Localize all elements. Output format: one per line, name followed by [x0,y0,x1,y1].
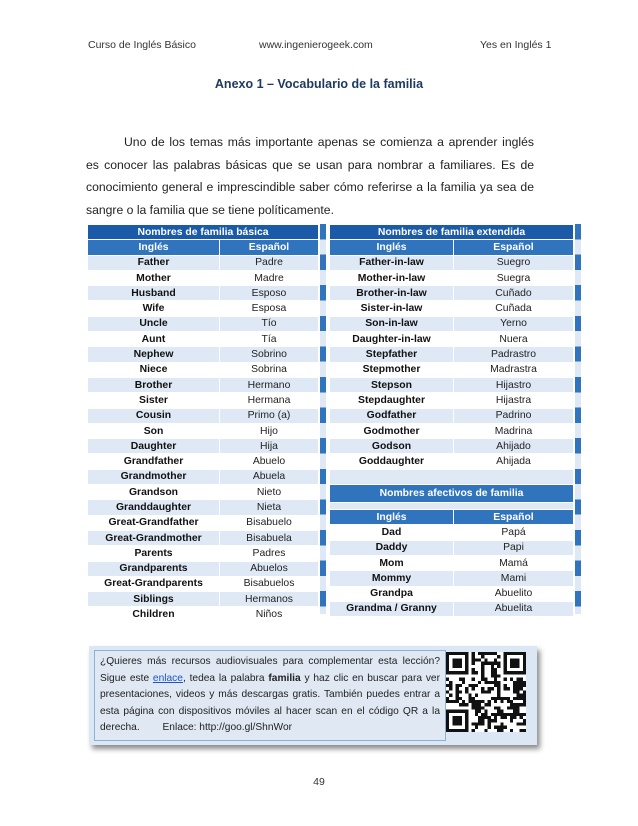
english-term: Great-Grandfather [88,515,220,530]
table-row [330,586,574,601]
extended-family-table [329,224,574,617]
spacer-cell [330,469,574,484]
basic-col-english: Inglés [88,240,220,255]
spanish-term: Hijo [220,423,319,438]
table-row [88,530,319,545]
table-divider-stripe [320,224,326,614]
english-term: Godson [330,439,454,454]
english-term: Daughter-in-law [330,332,454,347]
spanish-term: Papi [454,540,574,555]
english-term: Father [88,255,220,270]
english-term: Son-in-law [330,316,454,331]
spanish-term: Cuñada [454,301,574,316]
table-row [330,408,574,423]
spanish-term: Papá [454,525,574,540]
table-row [88,500,319,515]
basic-family-table [87,224,319,623]
english-term: Goddaughter [330,454,454,469]
affective-header-row [330,510,574,525]
table-row [88,270,319,285]
table-row [88,362,319,377]
spanish-term: Hermana [220,393,319,408]
spanish-term: Hija [220,439,319,454]
resources-text-1: ¿Quieres más recursos audiovisuales para complementar esta lección? Sigue este [100,656,440,684]
spanish-term: Abuelito [454,586,574,601]
english-term: Great-Grandparents [88,576,220,591]
spanish-term: Abuela [220,469,319,484]
table-row [88,469,319,484]
table-row [330,601,574,616]
english-term: Mom [330,555,454,570]
spanish-term: Bisabuelo [220,515,319,530]
english-term: Mother [88,270,220,285]
table-row [88,439,319,454]
english-term: Granddaughter [88,500,220,515]
spanish-term: Padre [220,255,319,270]
english-term: Dad [330,525,454,540]
spanish-term: Primo (a) [220,408,319,423]
spanish-term: Abuelita [454,601,574,616]
english-term: Godmother [330,423,454,438]
english-term: Stepdaughter [330,393,454,408]
table-row [88,485,319,500]
spanish-term: Sobrino [220,347,319,362]
english-term: Uncle [88,316,220,331]
table-row [88,255,319,270]
extended-table-title: Nombres de familia extendida [330,225,574,240]
english-term: Sister [88,393,220,408]
english-term: Brother-in-law [330,286,454,301]
page-number: 49 [313,776,325,788]
extended-col-spanish: Español [454,240,574,255]
english-term: Siblings [88,592,220,607]
table-row [330,571,574,586]
spanish-term: Mamá [454,555,574,570]
spanish-term: Abuelo [220,454,319,469]
table-row [330,540,574,555]
table-row [330,255,574,270]
spanish-term: Madrastra [454,362,574,377]
table-row [88,607,319,622]
english-term: Sister-in-law [330,301,454,316]
table-row [330,525,574,540]
spanish-term: Hijastro [454,377,574,392]
spanish-term: Mami [454,571,574,586]
spanish-term: Hijastra [454,393,574,408]
english-term: Father-in-law [330,255,454,270]
table-row [88,515,319,530]
table-row [330,347,574,362]
table-row [88,316,319,331]
spanish-term: Cuñado [454,286,574,301]
english-term: Aunt [88,332,220,347]
english-term: Stepfather [330,347,454,362]
spanish-term: Padres [220,546,319,561]
spanish-term: Yerno [454,316,574,331]
table-row [330,362,574,377]
english-term: Cousin [88,408,220,423]
english-term: Grandson [88,485,220,500]
spanish-term: Hermano [220,377,319,392]
basic-table-title: Nombres de familia básica [88,225,319,240]
qr-code[interactable] [446,652,526,732]
affective-title-row [330,485,574,503]
english-term: Grandfather [88,454,220,469]
table-row [330,555,574,570]
header-course: Curso de Inglés Básico [88,39,196,51]
spanish-term: Padrastro [454,347,574,362]
english-term: Stepson [330,377,454,392]
table-row [330,301,574,316]
table-row [330,439,574,454]
english-term: Grandpa [330,586,454,601]
page-title: Anexo 1 – Vocabulario de la familia [214,77,424,91]
resources-text-3: y haz clic en buscar para ver presentaciones, videos y más descargas gratis. También puedes entrar a esta página con dispositivos móviles al hacer scan en el código QR a la derecha. [100,672,440,734]
spanish-term: Nuera [454,332,574,347]
spanish-term: Tía [220,332,319,347]
table-row [330,454,574,469]
spanish-term: Padrino [454,408,574,423]
table-row [88,332,319,347]
table-row [88,592,319,607]
english-term: Grandmother [88,469,220,484]
table-spacer-row [330,503,574,510]
table-row [330,393,574,408]
table-row [88,454,319,469]
english-term: Brother [88,377,220,392]
english-term: Godfather [330,408,454,423]
english-term: Husband [88,286,220,301]
english-term: Nephew [88,347,220,362]
table-row [330,286,574,301]
english-term: Daddy [330,540,454,555]
header-level: Yes en Inglés 1 [480,39,552,51]
table-row [88,377,319,392]
affective-col-spanish: Español [454,510,574,525]
spanish-term: Esposo [220,286,319,301]
table-row [330,316,574,331]
resources-url: Enlace: http://goo.gl/ShnWor [162,722,292,734]
english-term: Grandparents [88,561,220,576]
spanish-term: Suegra [454,270,574,285]
spanish-term: Sobrina [220,362,319,377]
table-row [88,546,319,561]
table-row [330,270,574,285]
table-row [330,423,574,438]
spanish-term: Hermanos [220,592,319,607]
spanish-term: Ahijada [454,454,574,469]
affective-table-title: Nombres afectivos de familia [330,485,574,503]
spanish-term: Bisabuela [220,530,319,545]
table-row [88,301,319,316]
table-row [330,377,574,392]
affective-col-english: Inglés [330,510,454,525]
spanish-term: Madre [220,270,319,285]
basic-col-spanish: Español [220,240,319,255]
spanish-term: Tío [220,316,319,331]
table-row [88,393,319,408]
english-term: Son [88,423,220,438]
table-spacer-row [330,469,574,484]
table-row [88,286,319,301]
resources-keyword: familia [268,672,301,684]
spanish-term: Esposa [220,301,319,316]
table-row [330,332,574,347]
spanish-term: Nieta [220,500,319,515]
table-edge-stripe [575,224,581,614]
table-row [88,408,319,423]
spacer-cell [330,503,574,510]
spanish-term: Suegro [454,255,574,270]
spanish-term: Madrina [454,423,574,438]
spanish-term: Ahijado [454,439,574,454]
english-term: Mommy [330,571,454,586]
spanish-term: Bisabuelos [220,576,319,591]
english-term: Parents [88,546,220,561]
header-website: www.ingenierogeek.com [259,39,373,51]
table-row [88,561,319,576]
english-term: Stepmother [330,362,454,377]
english-term: Daughter [88,439,220,454]
english-term: Niece [88,362,220,377]
english-term: Wife [88,301,220,316]
english-term: Mother-in-law [330,270,454,285]
table-row [88,347,319,362]
spanish-term: Nieto [220,485,319,500]
resources-link[interactable]: enlace [152,672,183,684]
resources-text [94,650,446,741]
extended-col-english: Inglés [330,240,454,255]
intro-paragraph: Uno de los temas más importante apenas se comienza a aprender inglés es conocer las palabras básicas que se usan para nombrar a familiares. Es de conocimiento general e imprescindible saber cómo referirse a la familia ya sea de sangre o la familia que se tiene políticamente. [86,135,534,217]
spanish-term: Niños [220,607,319,622]
resources-text-2: , tedea la palabra [182,672,269,684]
spanish-term: Abuelos [220,561,319,576]
english-term: Great-Grandmother [88,530,220,545]
table-row [88,423,319,438]
resources-box [89,646,537,745]
table-row [88,576,319,591]
english-term: Children [88,607,220,622]
english-term: Grandma / Granny [330,601,454,616]
